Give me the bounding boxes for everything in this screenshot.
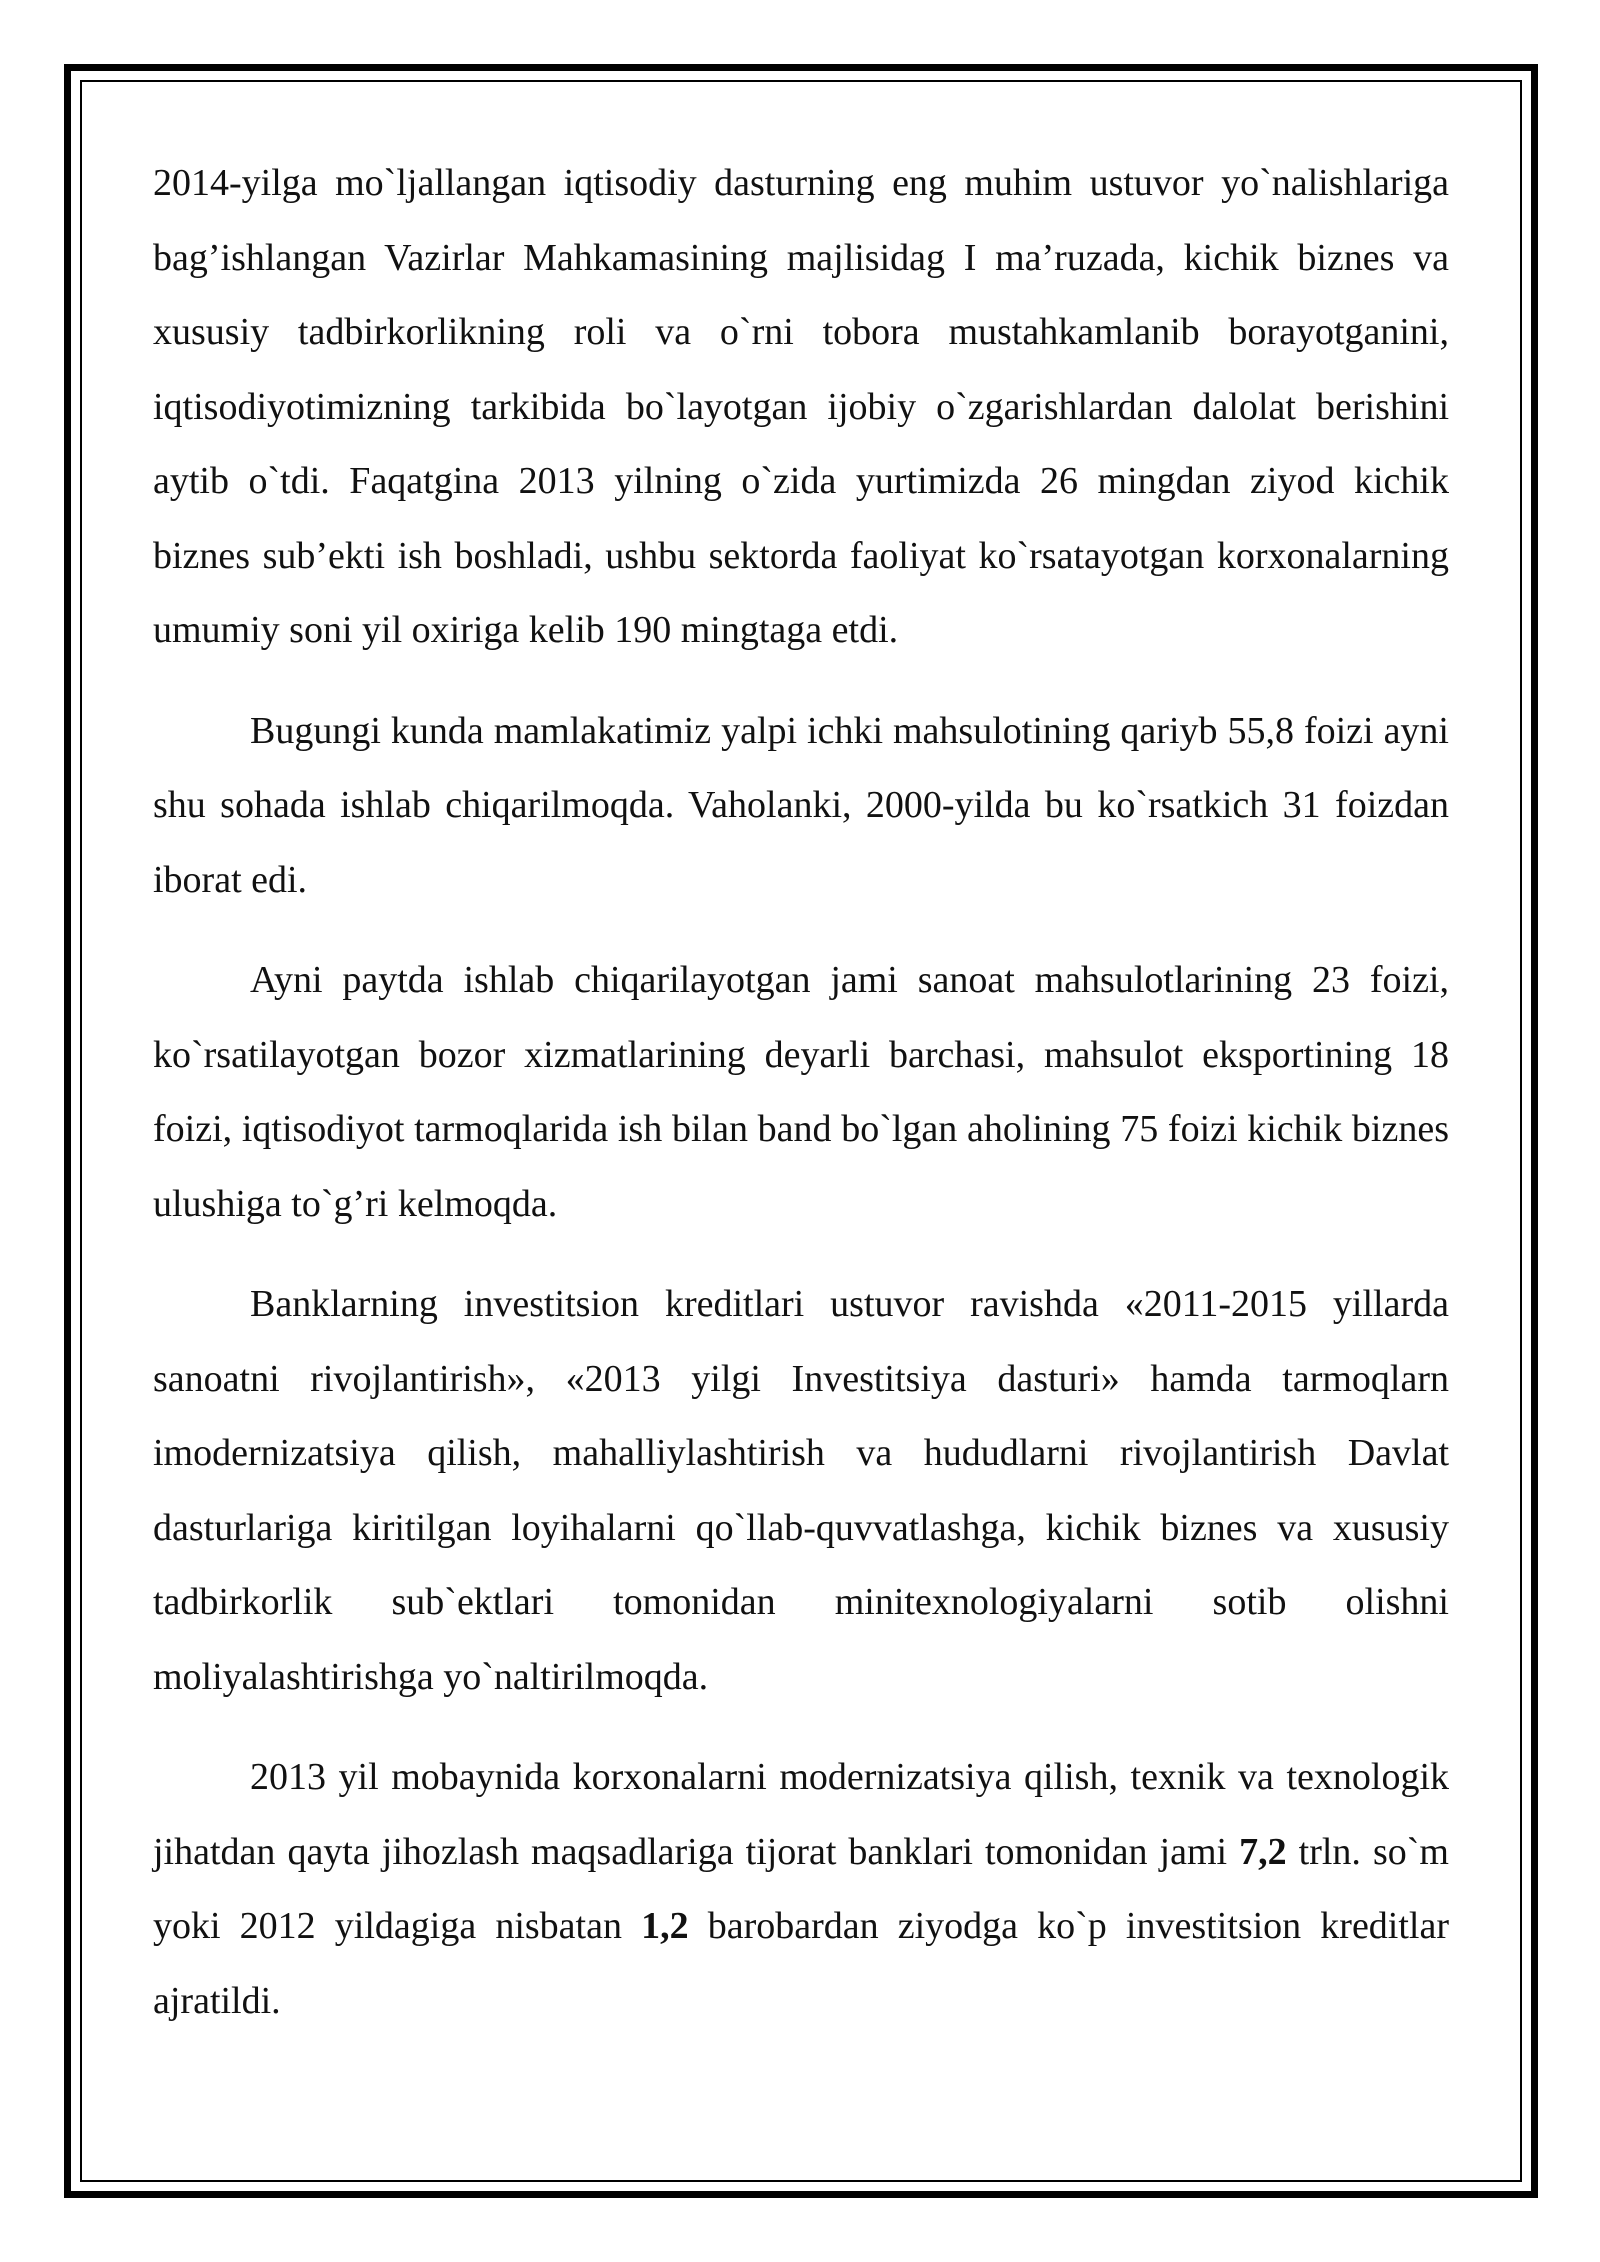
growth-factor-value: 1,2: [641, 1905, 689, 1947]
credit-amount-value: 7,2: [1239, 1830, 1287, 1873]
paragraph-5: [153, 1740, 1449, 2038]
paragraph-5-text-between: trln. so`m yoki 2012 yildagiga nisbatan: [153, 1830, 1449, 1947]
paragraph-3: Ayni paytda ishlab chiqarilayotgan jami sanoat mahsulotlarining 23 foizi, ko`rsatilayotgan bozor xizmatlarining deyarli barchasi, mahsulot eksportining 18 foizi, iqtisodiyot tarmoqlarida ish bilan band bo`lgan aholining 75 foizi kichik biznes ulushiga to`g’ri kelmoqda.: [153, 959, 1449, 1225]
paragraph-5-text-after: barobardan ziyodga ko`p investitsion kreditlar ajratildi.: [153, 1905, 1449, 2022]
paragraph-5-text-before: 2013 yil mobaynida korxonalarni modernizatsiya qilish, texnik va texnologik jihatdan qayta jihozlash maqsadlariga tijorat banklari tomonidan jami: [153, 1756, 1449, 1873]
paragraph-2: Bugungi kunda mamlakatimiz yalpi ichki mahsulotining qariyb 55,8 foizi ayni shu sohada ishlab chiqarilmoqda. Vaholanki, 2000-yilda bu ko`rsatkich 31 foizdan iborat edi.: [153, 709, 1449, 901]
paragraph-1: 2014-yilga mo`ljallangan iqtisodiy dasturning eng muhim ustuvor yo`nalishlariga bag’ishlangan Vazirlar Mahkamasining majlisidag I ma’ruzada, kichik biznes va xususiy tadbirkorlikning roli va o`rni tobora mustahkamlanib borayotganini, iqtisodiyotimizning tarkibida bo`layotgan ijobiy o`zgarishlardan dalolat berishini aytib o`tdi. Faqatgina 2013 yilning o`zida yurtimizda 26 mingdan ziyod kichik biznes sub’ekti ish boshladi, ushbu sektorda faoliyat ko`rsatayotgan korxonalarning umumiy soni yil oxiriga kelib 190 mingtaga etdi.: [153, 162, 1449, 651]
document-body: [153, 146, 1449, 2064]
paragraph-4: Banklarning investitsion kreditlari ustuvor ravishda «2011-2015 yillarda sanoatni rivojlantirish», «2013 yilgi Investitsiya dasturi» hamda tarmoqlarn imodernizatsiya qilish, mahalliylashtirish va hududlarni rivojlantirish Davlat dasturlariga kiritilgan loyihalarni qo`llab-quvvatlashga, kichik biznes va xususiy tadbirkorlik sub`ektlari tomonidan minitexnologiyalarni sotib olishni moliyalashtirishga yo`naltirilmoqda.: [153, 1283, 1449, 1698]
